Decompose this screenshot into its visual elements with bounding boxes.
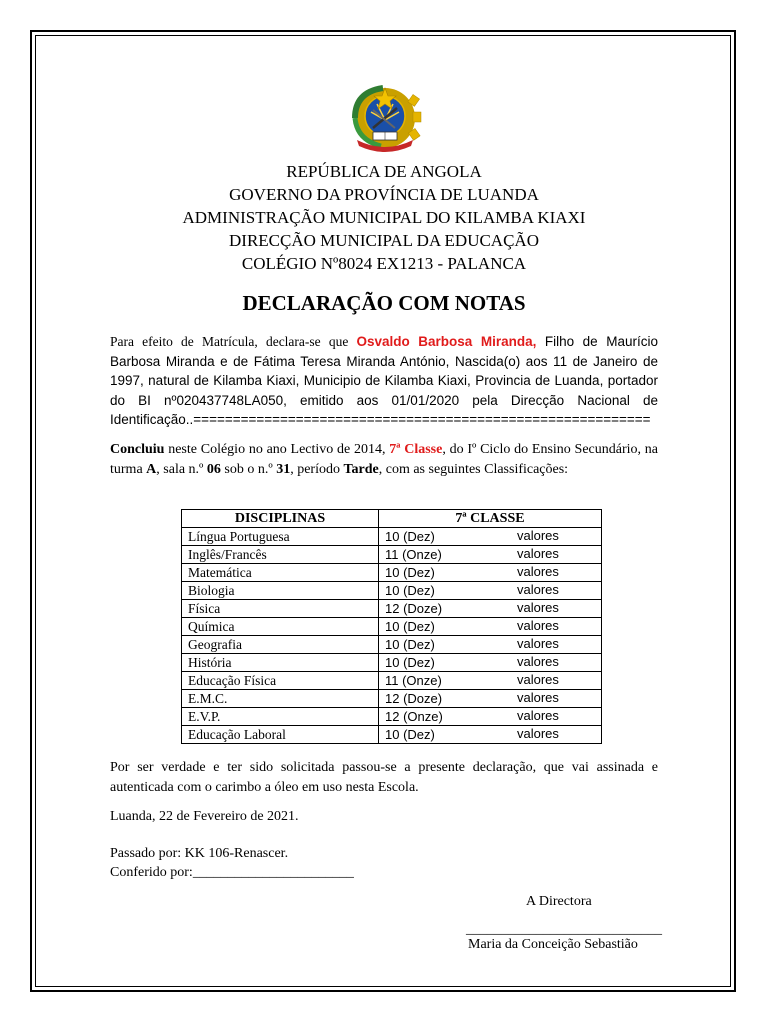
subject-cell: Inglês/Francês [182, 546, 379, 564]
subject-cell: Educação Laboral [182, 726, 379, 744]
table-row [182, 582, 602, 600]
signature-role: A Directora [526, 894, 592, 909]
grade-unit: valores [517, 654, 559, 669]
header-line-republic: REPÚBLICA DE ANGOLA [286, 162, 482, 181]
grade-unit: valores [517, 690, 559, 705]
table-row [182, 564, 602, 582]
para1-details: Filho de Maurício Barbosa Miranda e de Fátima Teresa Miranda António, Nascida(o) aos 11 de Janeiro de 1997, natural de Kilamba Kiaxi, Municipio de Kilamba Kiaxi, Provincia de Luanda, portador do BI nº020437748LA050, emitido aos 01/01/2020 pela Direcção Nacional de Identificação..========================================================== [110, 334, 658, 427]
subject-cell: E.V.P. [182, 708, 379, 726]
grade-unit: valores [517, 546, 559, 561]
subject-cell: Biologia [182, 582, 379, 600]
grade-value: 12 (Onze) [385, 708, 443, 724]
grade-value: 10 (Dez) [385, 528, 435, 544]
table-row [182, 636, 602, 654]
grade-cell [379, 726, 602, 744]
grade-unit: valores [517, 672, 559, 687]
grade-unit: valores [517, 564, 559, 579]
grades-table [181, 509, 602, 744]
student-name: Osvaldo Barbosa Miranda, [356, 334, 537, 349]
grade-value: 10 (Dez) [385, 618, 435, 634]
grade-cell [379, 564, 602, 582]
subject-cell: Educação Física [182, 672, 379, 690]
grade-value: 12 (Doze) [385, 600, 443, 616]
concluiu-word: Concluiu [110, 442, 165, 457]
grade-cell [379, 654, 602, 672]
signature-line: ____________________________ [466, 922, 662, 937]
para2-text-5: , período [290, 461, 344, 477]
angola-coat-of-arms-icon [343, 82, 427, 152]
table-row [182, 690, 602, 708]
grade-unit: valores [517, 636, 559, 651]
closing-paragraph: Por ser verdade e ter sido solicitada passou-se a presente declaração, que vai assinada e autenticada com o carimbo a óleo em uso nesta Escola. [110, 760, 658, 795]
document-title: DECLARAÇÃO COM NOTAS [242, 291, 526, 315]
subject-cell: E.M.C. [182, 690, 379, 708]
conferido-por-line: Conferido por:_______________________ [110, 865, 354, 880]
passado-por-line: Passado por: KK 106-Renascer. [110, 846, 289, 861]
grade-value: 10 (Dez) [385, 726, 435, 742]
periodo-value: Tarde [343, 461, 379, 477]
header-disciplinas: DISCIPLINAS [182, 510, 379, 528]
document-header [100, 160, 668, 275]
grade-cell [379, 546, 602, 564]
subject-cell: Matemática [182, 564, 379, 582]
signature-name: Maria da Conceição Sebastião [468, 937, 638, 952]
header-line-administration: ADMINISTRAÇÃO MUNICIPAL DO KILAMBA KIAXI [182, 208, 586, 227]
table-row [182, 600, 602, 618]
student-identification-paragraph [110, 332, 658, 430]
para1-intro: Para efeito de Matrícula, declara-se que [110, 334, 357, 349]
grade-unit: valores [517, 726, 559, 741]
grade-value: 10 (Dez) [385, 636, 435, 652]
turma-value: A [146, 461, 157, 477]
conclusion-paragraph [110, 440, 658, 479]
grade-value: 11 (Onze) [385, 546, 442, 562]
sala-value: 06 [206, 461, 221, 477]
grade-cell [379, 582, 602, 600]
grade-unit: valores [517, 618, 559, 633]
grade-value: 10 (Dez) [385, 582, 435, 598]
grade-unit: valores [517, 600, 559, 615]
subject-cell: Língua Portuguesa [182, 528, 379, 546]
grade-cell [379, 636, 602, 654]
grade-cell [379, 618, 602, 636]
class-highlight: 7ª Classe [389, 442, 443, 457]
table-row [182, 618, 602, 636]
grade-value: 10 (Dez) [385, 564, 435, 580]
subject-cell: História [182, 654, 379, 672]
grade-value: 12 (Doze) [385, 690, 443, 706]
para2-text-3: , sala n.º [156, 461, 207, 477]
header-line-direction: DIRECÇÃO MUNICIPAL DA EDUCAÇÃO [229, 231, 539, 250]
subject-cell: Química [182, 618, 379, 636]
grade-unit: valores [517, 528, 559, 543]
grade-unit: valores [517, 708, 559, 723]
header-classe: 7ª CLASSE [379, 510, 602, 528]
grade-cell [379, 528, 602, 546]
header-line-school: COLÉGIO Nº8024 EX1213 - PALANCA [241, 254, 527, 273]
subject-cell: Física [182, 600, 379, 618]
table-row [182, 726, 602, 744]
table-row [182, 528, 602, 546]
grade-value: 10 (Dez) [385, 654, 435, 670]
grade-cell [379, 708, 602, 726]
grade-cell [379, 672, 602, 690]
table-row [182, 708, 602, 726]
subject-cell: Geografia [182, 636, 379, 654]
numero-value: 31 [276, 461, 291, 477]
header-line-government: GOVERNO DA PROVÍNCIA DE LUANDA [229, 185, 539, 204]
para2-text-6: , com as seguintes Classificações: [378, 461, 569, 477]
table-header-row [182, 510, 602, 528]
para2-text-2: , do Iº Ciclo do Ensino Secundário, na turma [110, 442, 658, 477]
grade-cell [379, 690, 602, 708]
date-line: Luanda, 22 de Fevereiro de 2021. [110, 809, 299, 824]
table-row [182, 672, 602, 690]
table-row [182, 546, 602, 564]
grade-value: 11 (Onze) [385, 672, 442, 688]
para2-text-4: sob o n.º [220, 461, 277, 477]
grade-unit: valores [517, 582, 559, 597]
table-row [182, 654, 602, 672]
grade-cell [379, 600, 602, 618]
para2-text-1: neste Colégio no ano Lectivo de 2014, [164, 442, 390, 457]
